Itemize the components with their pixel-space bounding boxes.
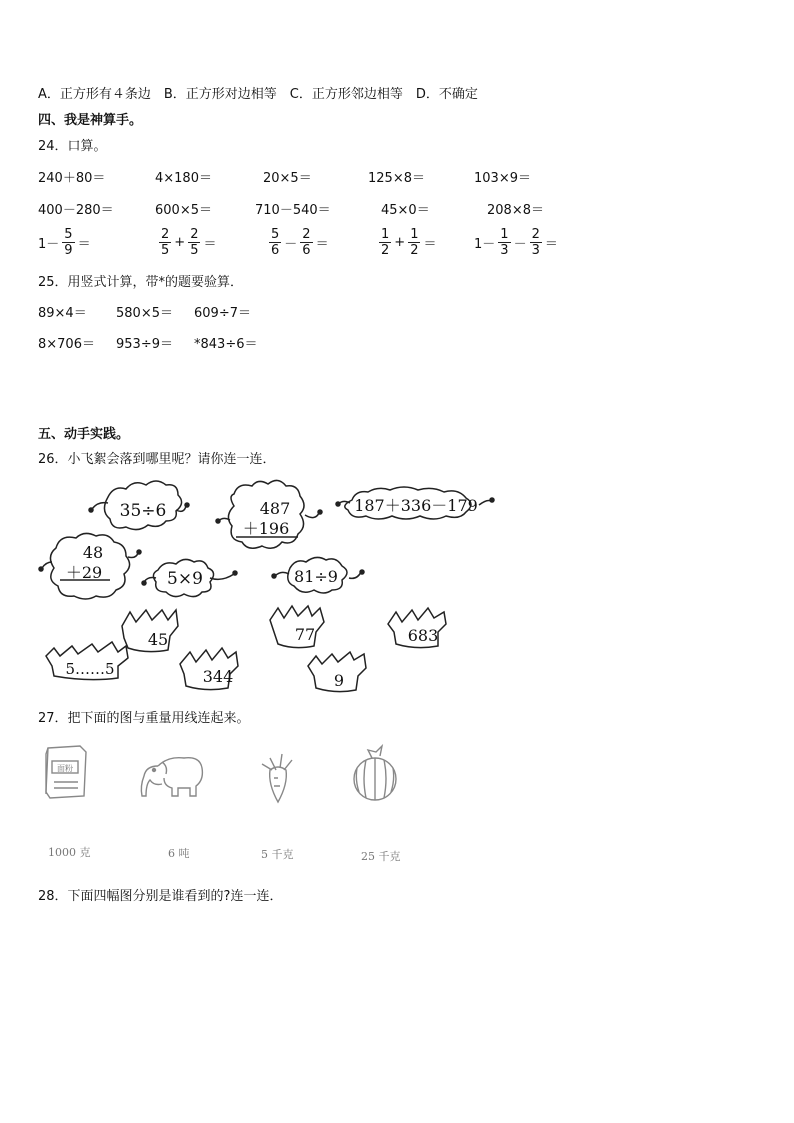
radish-picture (262, 754, 292, 802)
fraction: $\frac{2}{6}$ (302, 226, 311, 258)
q24-item: 600×5＝ (155, 203, 212, 218)
q24-item: 710－540＝ (255, 203, 331, 218)
grass-text: 9 (333, 671, 345, 690)
q24-item: 45×0＝ (381, 203, 430, 218)
fraction-expr (474, 222, 558, 262)
q24-item: 20×5＝ (263, 171, 312, 186)
grass-text: 683 (407, 626, 439, 645)
fraction-expr (376, 222, 436, 262)
expr-operator: － (284, 236, 298, 252)
fraction: $\frac{2}{5}$ (161, 226, 170, 258)
watermelon-picture (354, 746, 396, 800)
cloud-text: 5×9 (167, 569, 203, 589)
q24-item: 208×8＝ (487, 203, 544, 218)
q27-pictures (0, 738, 794, 810)
expr-lead: 1－ (38, 236, 60, 252)
q24-item: 240＋80＝ (38, 171, 106, 186)
expr-equals: ＝ (544, 236, 558, 252)
weight-label: 6 吨 (168, 847, 190, 860)
elephant-picture (141, 758, 202, 796)
cloud-text: ＋29 (65, 563, 103, 582)
fraction-expr (38, 222, 91, 262)
grass-text: 344 (202, 667, 234, 686)
q24-item: 125×8＝ (368, 171, 425, 186)
q24-item: 4×180＝ (155, 171, 212, 186)
cloud-text: 187＋336－179 (354, 496, 478, 515)
weight-label: 25 千克 (361, 850, 401, 863)
q25-item: *843÷6＝ (194, 337, 258, 352)
q24-item: 103×9＝ (474, 171, 531, 186)
q26-title: 26．小飞絮会落到哪里呢？请你连一连． (38, 452, 276, 467)
cloud-text: 48 (82, 543, 104, 562)
q27-title: 27．把下面的图与重量用线连起来。 (38, 711, 250, 726)
expr-equals: ＝ (315, 236, 329, 252)
expr-equals: ＝ (203, 236, 217, 252)
q28-title: 28．下面四幅图分别是谁看到的?连一连． (38, 889, 283, 904)
section5-title: 五、动手实践。 (38, 427, 130, 442)
q25-item: 580×5＝ (116, 306, 173, 321)
cloud-text: 35÷6 (119, 501, 167, 521)
weight-label: 5 千克 (261, 848, 294, 861)
expr-lead: 1－ (474, 236, 496, 252)
cloud-text: 81÷9 (294, 567, 338, 586)
weight-label: 1000 克 (48, 846, 91, 859)
flour-bag-picture (46, 746, 86, 798)
grass-text: 5……5 (65, 660, 115, 678)
fraction: $\frac{2}{3}$ (531, 226, 540, 258)
fraction: $\frac{1}{2}$ (410, 226, 419, 258)
cloud-text: ＋196 (242, 519, 290, 538)
expr-equals: ＝ (423, 236, 437, 252)
q25-item: 953÷9＝ (116, 337, 173, 352)
fraction: $\frac{1}{2}$ (381, 226, 390, 258)
q24-item: 400－280＝ (38, 203, 114, 218)
grass-text: 45 (147, 630, 169, 649)
fraction-expr (266, 222, 329, 262)
fraction-expr (156, 222, 216, 262)
fraction: $\frac{2}{5}$ (190, 226, 199, 258)
fraction: $\frac{1}{3}$ (500, 226, 509, 258)
expr-equals: ＝ (77, 236, 91, 252)
expr-operator: + (174, 234, 186, 250)
fraction: $\frac{5}{9}$ (64, 226, 73, 258)
section4-title: 四、我是神算手。 (38, 113, 143, 128)
q26-figure (0, 470, 794, 695)
q23-options: A．正方形有４条边 B．正方形对边相等 C．正方形邻边相等 D．不确定 (38, 87, 478, 102)
q25-item: 89×4＝ (38, 306, 87, 321)
expr-operator: + (394, 234, 406, 250)
q24-title: 24．口算。 (38, 139, 107, 154)
q25-item: 609÷7＝ (194, 306, 251, 321)
q25-item: 8×706＝ (38, 337, 95, 352)
bag-label: 面粉 (57, 764, 73, 773)
q25-title: 25．用竖式计算，带*的题要验算． (38, 275, 244, 290)
grass-text: 77 (294, 625, 316, 644)
fraction: $\frac{5}{6}$ (271, 226, 280, 258)
cloud-text: 487 (259, 499, 291, 518)
expr-operator: － (513, 236, 527, 252)
